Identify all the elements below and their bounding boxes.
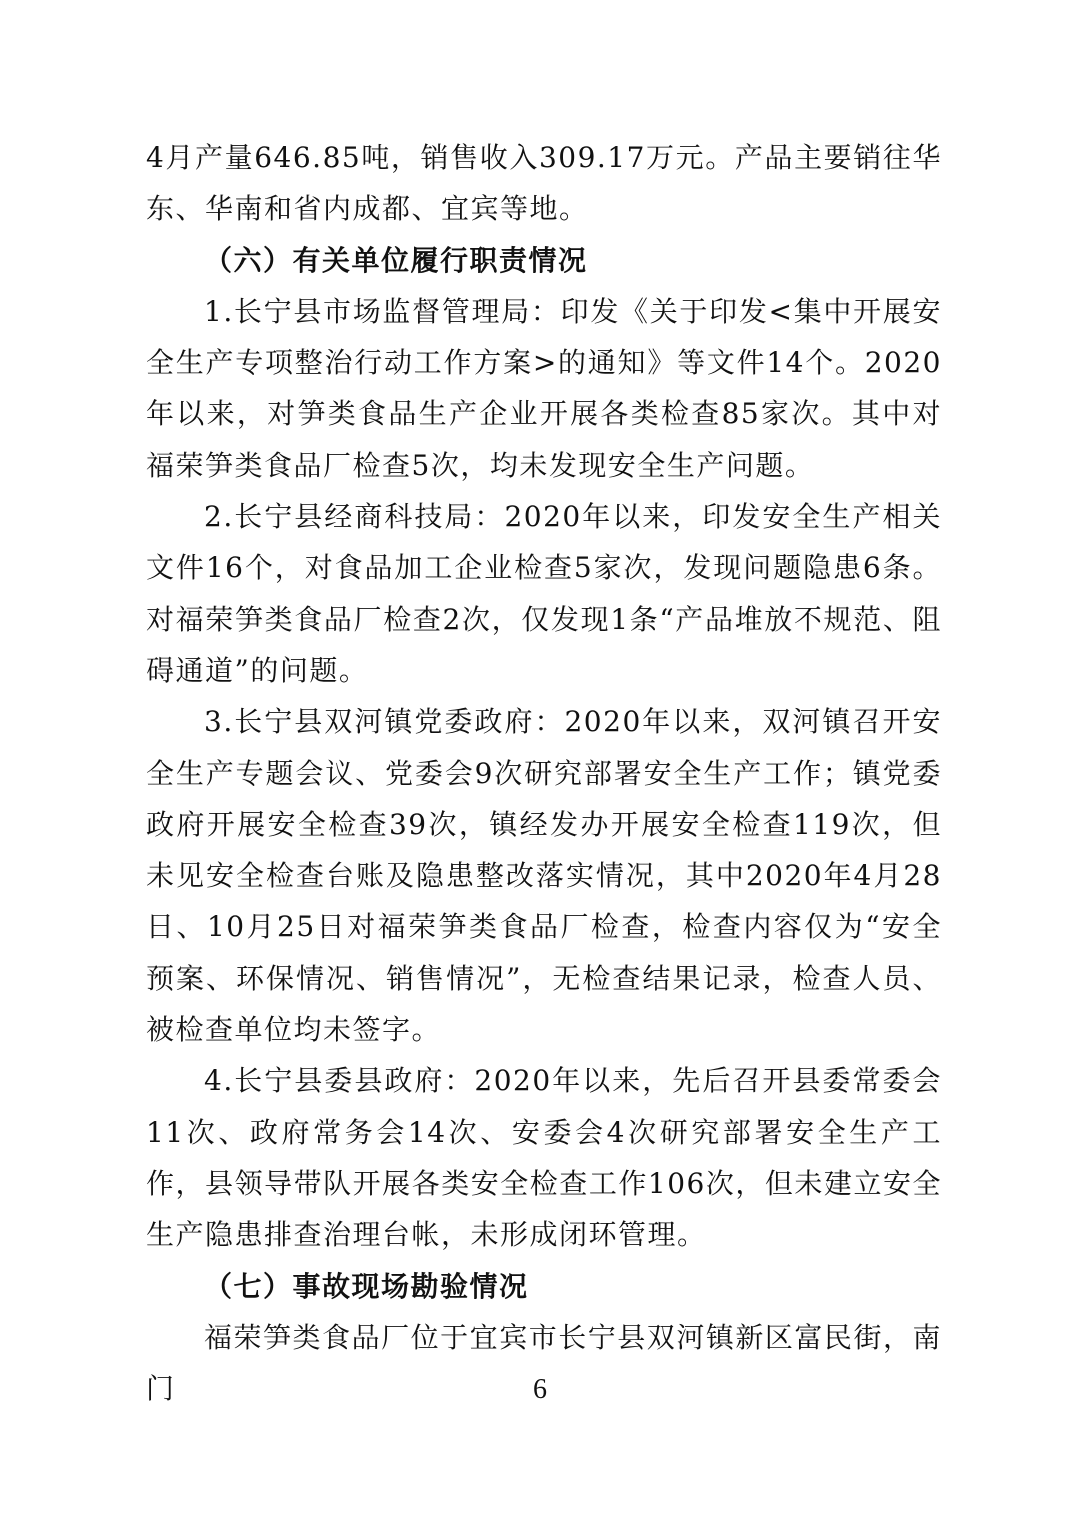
paragraph-market-supervision: 1.长宁县市场监督管理局：印发《关于印发<集中开展安全生产专项整治行动工作方案>的通知》等文件14个。2020年以来，对笋类食品生产企业开展各类检查85家次。其中对福荣笋类食品厂检查5次，均未发现安全生产问题。 — [146, 294, 942, 482]
paragraph-economic-commerce: 2.长宁县经商科技局：2020年以来，印发安全生产相关文件16个，对食品加工企业检查5家次，发现问题隐患6条。对福荣笋类食品厂检查2次，仅发现1条“产品堆放不规范、阻碍通道”的问题。 — [146, 500, 942, 687]
section-heading-responsibilities: （六）有关单位履行职责情况 — [204, 243, 588, 277]
paragraph-county-government: 4.长宁县委县政府：2020年以来，先后召开县委常委会11次、政府常务会14次、安委会4次研究部署安全生产工作，县领导带队开展各类安全检查工作106次，但未建立安全生产隐患排查治理台帐，未形成闭环管理。 — [146, 1064, 942, 1252]
page-number: 6 — [533, 1374, 547, 1405]
paragraph-town-government: 3.长宁县双河镇党委政府：2020年以来，双河镇召开安全生产专题会议、党委会9次研究部署安全生产工作；镇党委政府开展安全检查39次，镇经发办开展安全检查119次，但未见安全检查台账及隐患整改落实情况，其中2020年4月28日、10月25日对福荣笋类食品厂检查，检查内容仅为“安全预案、环保情况、销售情况”，无检查结果记录，检查人员、被检查单位均未签字。 — [146, 705, 942, 1047]
section-heading-site-investigation: （七）事故现场勘验情况 — [204, 1269, 529, 1303]
paragraph-site-location: 福荣笋类食品厂位于宜宾市长宁县双河镇新区富民街，南门 — [146, 1320, 942, 1406]
paragraph-production-sales: 4月产量646.85吨，销售收入309.17万元。产品主要销往华东、华南和省内成都、宜宾等地。 — [146, 141, 942, 226]
document-body — [146, 132, 942, 1414]
